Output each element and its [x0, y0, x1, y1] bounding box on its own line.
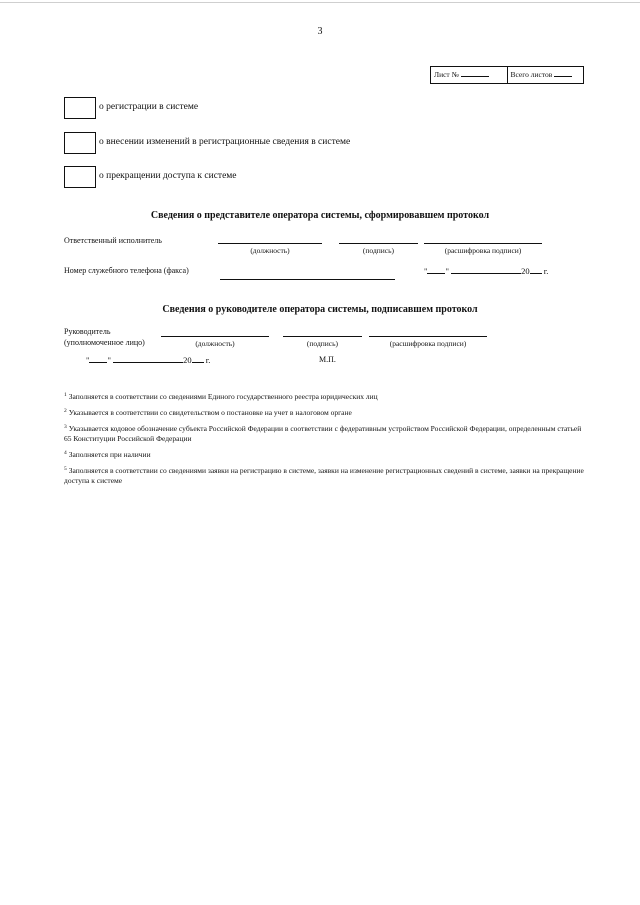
stamp-place: М.П. — [319, 355, 336, 364]
head-position-line[interactable] — [161, 336, 269, 337]
phone-label: Номер служебного телефона (факса) — [64, 266, 189, 275]
footnote-5-number: 5 — [64, 465, 67, 472]
head-date-year-blank[interactable] — [192, 362, 204, 363]
rep-date-year-prefix: 20 — [521, 266, 530, 276]
sheet-total-cell — [507, 67, 584, 83]
head-signature-line[interactable] — [283, 336, 362, 337]
executor-signature-line[interactable] — [339, 243, 418, 244]
footnote-3-text: Указывается кодовое обозначение субъекта Российской Федерации в соответствии с федеративным устройством Российской Федерации, определенным статьей 65 Конституции Российской Федерации — [64, 424, 582, 443]
phone-line[interactable] — [220, 279, 395, 280]
sheet-number-label: Лист № — [434, 70, 459, 79]
rep-date-day-blank[interactable] — [427, 273, 445, 274]
sheet-number-cell — [431, 67, 507, 83]
head-decoding-caption: (расшифровка подписи) — [389, 339, 467, 348]
representative-date — [424, 266, 548, 276]
footnote-1-number: 1 — [64, 391, 67, 398]
head-date-quote-open: " — [86, 355, 90, 365]
footnote-5 — [64, 466, 584, 486]
page-number: 3 — [317, 26, 323, 37]
head-date-suffix: г. — [205, 355, 211, 365]
sheet-total-label: Всего листов — [510, 70, 553, 79]
representative-heading: Сведения о представителе оператора системы, сформировавшем протокол — [150, 210, 490, 221]
footnote-1-text: Заполняется в соответствии со сведениями Единого государственного реестра юридических лиц — [68, 392, 378, 401]
checkbox-changes-label: о внесении изменений в регистрационные сведения в системе — [99, 137, 351, 147]
head-date-day-blank[interactable] — [89, 362, 107, 363]
rep-date-suffix: г. — [543, 266, 549, 276]
footnote-4 — [64, 450, 584, 460]
sheet-info-box — [430, 66, 584, 84]
rep-date-quote-close: " — [445, 266, 449, 276]
executor-position-caption: (должность) — [250, 246, 290, 255]
rep-date-month-blank[interactable] — [451, 273, 521, 274]
footnote-2-number: 2 — [64, 407, 67, 414]
head-date — [86, 355, 210, 365]
executor-position-line[interactable] — [218, 243, 322, 244]
executor-signature-caption: (подпись) — [362, 246, 395, 255]
checkbox-termination[interactable] — [64, 166, 96, 188]
footnote-4-number: 4 — [64, 449, 67, 456]
executor-label: Ответственный исполнитель — [64, 236, 162, 245]
footnote-5-text: Заполняется в соответствии со сведениями заявки на регистрацию в системе, заявки на изменение регистрационных сведений в системе, заявки на прекращение доступа к системе — [64, 466, 584, 485]
rep-date-quote-open: " — [424, 266, 428, 276]
head-position-caption: (должность) — [195, 339, 235, 348]
checkbox-changes[interactable] — [64, 132, 96, 154]
sheet-total-blank[interactable] — [554, 76, 572, 77]
top-border-line — [0, 2, 640, 3]
head-sub-label: (уполномоченное лицо) — [64, 338, 145, 347]
checkbox-termination-label: о прекращении доступа к системе — [99, 171, 237, 181]
footnote-3-number: 3 — [64, 423, 67, 430]
head-decoding-line[interactable] — [369, 336, 487, 337]
sheet-number-blank[interactable] — [461, 76, 489, 77]
head-signature-caption: (подпись) — [306, 339, 339, 348]
footnote-2-text: Указывается в соответствии со свидетельством о постановке на учет в налоговом органе — [68, 408, 352, 417]
checkbox-registration-label: о регистрации в системе — [99, 102, 199, 112]
executor-decoding-caption: (расшифровка подписи) — [444, 246, 522, 255]
footnote-4-text: Заполняется при наличии — [68, 450, 151, 459]
head-date-year-prefix: 20 — [183, 355, 192, 365]
footnote-3 — [64, 424, 584, 444]
executor-decoding-line[interactable] — [424, 243, 542, 244]
head-heading: Сведения о руководителе оператора системы, подписавшем протокол — [162, 304, 478, 315]
rep-date-year-blank[interactable] — [530, 273, 542, 274]
head-date-month-blank[interactable] — [113, 362, 183, 363]
head-date-quote-close: " — [107, 355, 111, 365]
head-label: Руководитель — [64, 327, 111, 336]
checkbox-registration[interactable] — [64, 97, 96, 119]
footnote-1 — [64, 392, 584, 402]
footnote-2 — [64, 408, 584, 418]
